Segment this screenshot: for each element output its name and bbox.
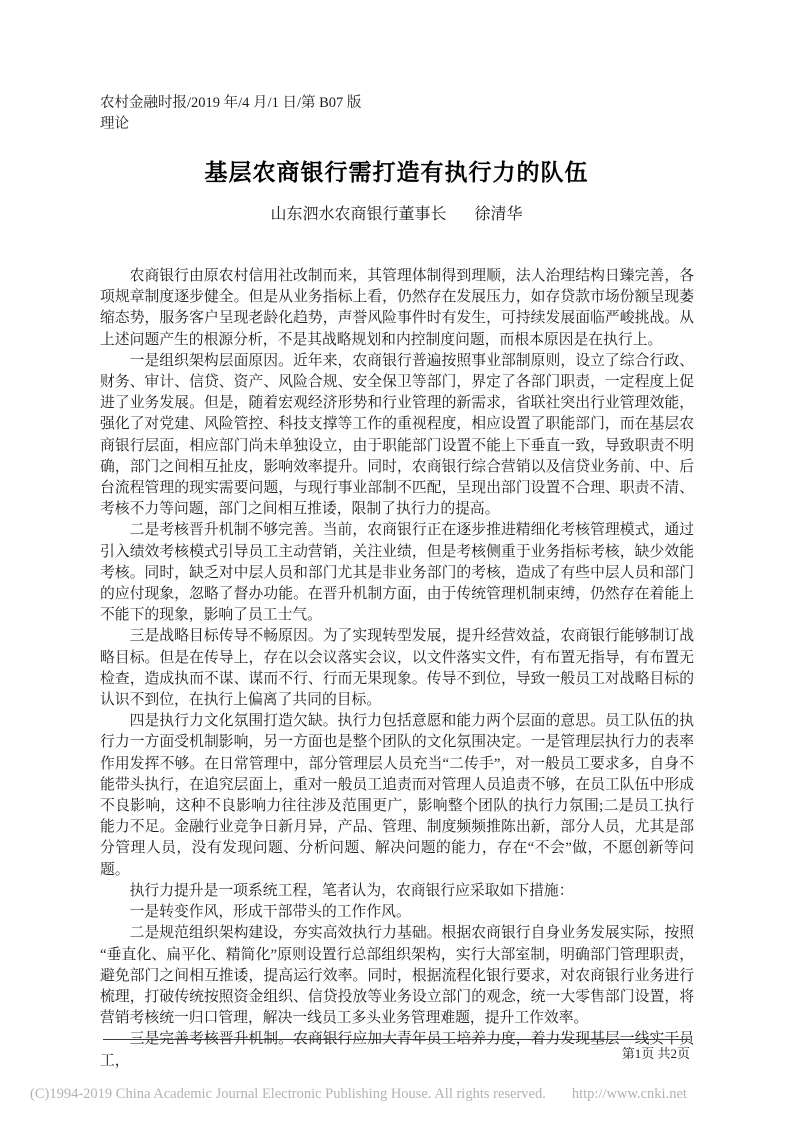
document-header xyxy=(100,0,694,135)
page-number-indicator: 第1页 共2页 xyxy=(621,1046,690,1061)
paragraph-cause-3-strategy-transmission: 三是战略目标传导不畅原因。为了实现转型发展，提升经营效益，农商银行能够制订战略目标。但是在传导上，存在以会议落实会议，以文件落实文件，有布置无指导，有布置无检查，造成执而不谋、谋而不行、行而无果现象。传导不到位，导致一般员工对战略目标的认识不到位，在执行上偏离了共同的目标。 xyxy=(100,628,694,709)
paragraph-measures-lead-in: 执行力提升是一项系统工程，笔者认为，农商银行应采取如下措施： xyxy=(129,882,574,899)
paragraph-cause-1-org-structure: 一是组织架构层面原因。近年来，农商银行普遍按照事业部制原则，设立了综合行政、财务、审计、信贷、资产、风险合规、安全保卫等部门，界定了各部门职责，一定程度上促进了业务发展。但是，随着宏观经济形势和行业管理的新需求，省联社突出行业管理效能，强化了对党建、风险管控、科技支撑等工作的重视程度，相应设置了职能部门，而在基层农商银行层面，相应部门尚未单独设立，由于职能部门设置不能上下垂直一致，导致职责不明确，部门之间相互扯皮，影响效率提升。同时，农商银行综合营销以及信贷业务前、中、后台流程管理的现实需要问题，与现行事业部制不匹配，呈现出部门设置不合理、职责不清、考核不力等问题，部门之间相互推诿，限制了执行力的提高。 xyxy=(100,352,694,518)
author-affiliation: 山东泗水农商银行董事长 xyxy=(270,206,447,223)
paragraph-cause-4-culture: 四是执行力文化氛围打造欠缺。执行力包括意愿和能力两个层面的意思。员工队伍的执行力一方面受机制影响，另一方面也是整个团队的文化氛围决定。一是管理层执行力的表率作用发挥不够。在日常管理中，部分管理层人员充当“二传手”，对一般员工要求多，自身不能带头执行，在追究层面上，重对一般员工追责而对管理人员追责不够，在员工队伍中形成不良影响，这种不良影响力往往涉及范围更广，影响整个团队的执行力氛围;二是员工执行能力不足。金融行业竞争日新月异，产品、管理、制度频频推陈出新，部分人员，尤其是部分管理人员，没有发现问题、分析问题、解决问题的能力，存在“不会”做，不愿创新等问题。 xyxy=(100,713,694,878)
author-name: 徐清华 xyxy=(474,206,523,223)
paragraph-measure-3-promotion: 三是完善考核晋升机制。农商银行应加大青年员工培养力度，着力发现基层一线实干员工， xyxy=(100,1031,694,1069)
article-title: 基层农商银行需打造有执行力的队伍 xyxy=(204,159,589,185)
publication-source-line: 农村金融时报/2019 年/4 月/1 日/第 B07 版 xyxy=(100,95,362,111)
paragraph-cause-2-assessment: 二是考核晋升机制不够完善。当前，农商银行正在逐步推进精细化考核管理模式，通过引入绩效考核模式引导员工主动营销，关注业绩，但是考核侧重于业务指标考核，缺少效能考核。同时，缺乏对中层人员和部门尤其是非业务部门的考核，造成了有些中层人员和部门的应付现象，忽略了督办功能。在晋升机制方面，由于传统管理机制束缚，仍然存在着能上不能下的现象，影响了员工士气。 xyxy=(100,522,694,624)
article-body xyxy=(100,266,694,1072)
paragraph-measure-1-work-style: 一是转变作风，形成干部带头的工作作风。 xyxy=(129,904,411,921)
paragraph-measure-2-org-building: 二是规范组织架构建设，夯实高效执行力基础。根据农商银行自身业务发展实际，按照“垂直化、扁平化、精简化”原则设置行总部组织架构，实行大部室制，明确部门管理职责，避免部门之间相互推诿，提高运行效率。同时，根据流程化银行要求，对农商银行业务进行梳理，打破传统按照资金组织、信贷投放等业务设立部门的观念，统一大零售部门设置，将营销考核统一归口管理，解决一线员工多头业务管理难题，提升工作效率。 xyxy=(100,925,694,1027)
copyright-footer xyxy=(30,1085,687,1104)
copyright-url: http://www.cnki.net xyxy=(571,1086,687,1102)
section-label: 理论 xyxy=(100,116,129,132)
copyright-notice: (C)1994-2019 China Academic Journal Electronic Publishing House. All rights reserved. xyxy=(30,1086,546,1102)
paragraph-intro: 农商银行由原农村信用社改制而来，其管理体制得到理顺，法人治理结构日臻完善，各项规章制度逐步健全。但是从业务指标上看，仍然存在发展压力，如存贷款市场份额呈现萎缩态势，服务客户呈现老龄化趋势，声誉风险事件时有发生，可持续发展面临严峻挑战。从上述问题产生的根源分析，不是其战略规划和内控制度问题，而根本原因是在执行上。 xyxy=(100,268,694,348)
article-byline xyxy=(0,204,793,226)
footer-divider xyxy=(103,1039,690,1040)
